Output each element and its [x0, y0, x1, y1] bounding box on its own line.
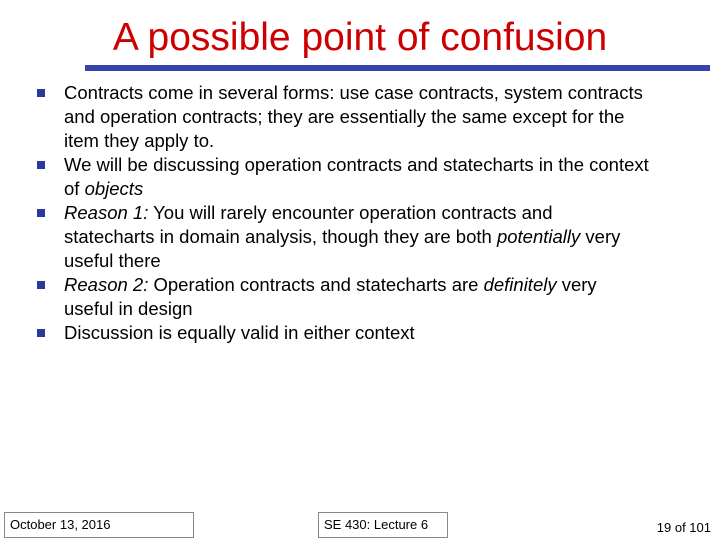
square-bullet-icon: [37, 89, 45, 97]
text-run: Operation contracts and statecharts are: [148, 274, 484, 295]
bullet-line: [64, 297, 712, 321]
italic-text: definitely: [483, 274, 557, 295]
italic-text: Reason 1:: [64, 202, 149, 223]
bullet-line: [64, 249, 712, 273]
bullet-list: [0, 81, 720, 345]
text-run: of: [64, 178, 85, 199]
bullet-line: [64, 129, 712, 153]
square-bullet-icon: [37, 281, 45, 289]
bullet-item: [0, 153, 720, 201]
text-run: You will rarely encounter operation contracts and: [148, 202, 553, 223]
text-run: and operation contracts; they are essentially the same except for the: [64, 106, 625, 127]
text-run: useful in design: [64, 298, 193, 319]
square-bullet-icon: [37, 329, 45, 337]
bullet-line: [64, 105, 712, 129]
text-run: very: [556, 274, 597, 295]
text-run: We will be discussing operation contracts and statecharts in the context: [64, 154, 649, 175]
bullet-item: [0, 321, 720, 345]
slide-title: A possible point of confusion: [112, 16, 608, 59]
text-run: very: [580, 226, 621, 247]
bullet-item: [0, 273, 720, 321]
text-run: statecharts in domain analysis, though they are both: [64, 226, 497, 247]
title-underline: [85, 65, 710, 71]
bullet-line: [64, 201, 712, 225]
bullet-item: [0, 201, 720, 273]
square-bullet-icon: [37, 161, 45, 169]
text-run: item they apply to.: [64, 130, 215, 151]
bullet-line: [64, 177, 712, 201]
square-bullet-icon: [37, 209, 45, 217]
bullet-line: [64, 81, 712, 105]
footer-date: October 13, 2016: [4, 512, 194, 538]
bullet-item: [0, 81, 720, 153]
bullet-line: [64, 321, 712, 345]
text-run: useful there: [64, 250, 161, 271]
bullet-line: [64, 273, 712, 297]
bullet-line: [64, 225, 712, 249]
text-run: Discussion is equally valid in either context: [64, 322, 415, 343]
footer-course: SE 430: Lecture 6: [318, 512, 448, 538]
bullet-line: [64, 153, 712, 177]
italic-text: objects: [84, 178, 144, 199]
italic-text: Reason 2:: [64, 274, 149, 295]
footer-page-number: 19 of 101: [656, 520, 711, 535]
text-run: Contracts come in several forms: use case contracts, system contracts: [64, 82, 643, 103]
italic-text: potentially: [496, 226, 581, 247]
